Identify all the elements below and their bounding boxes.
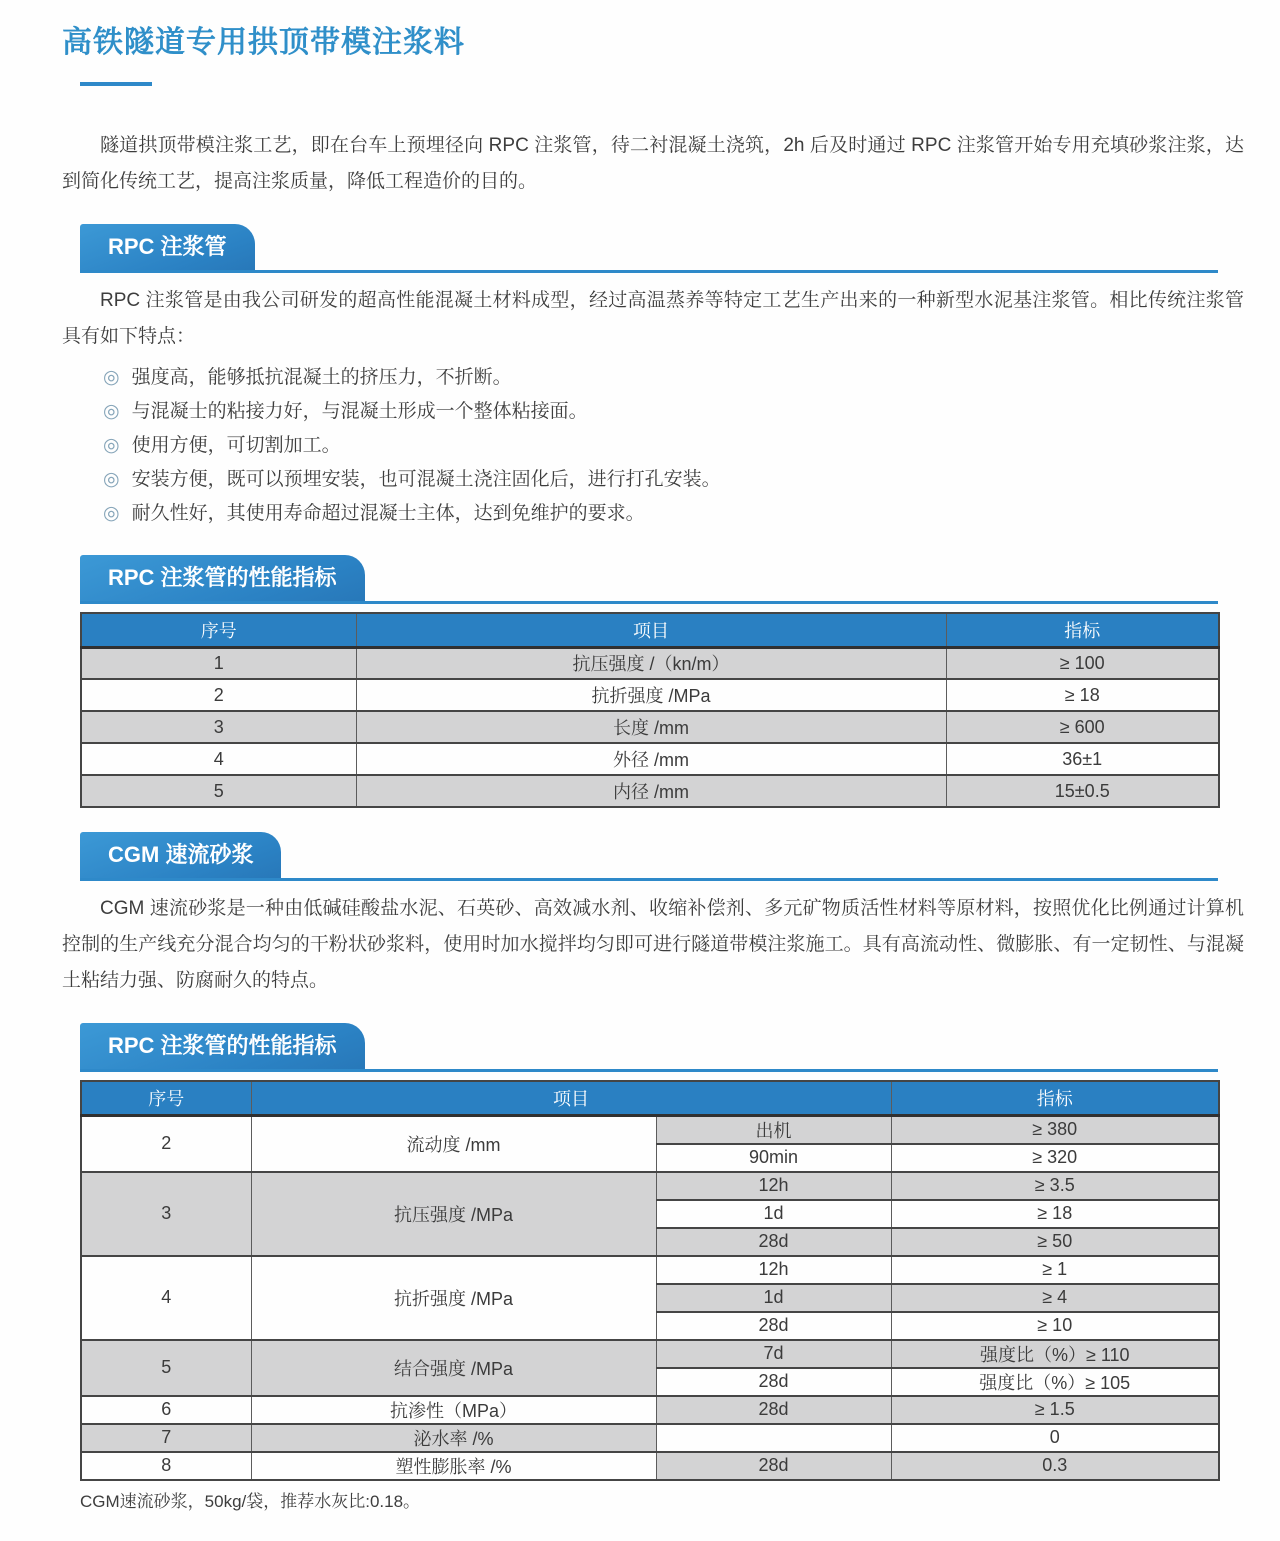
feature-text: 与混凝士的粘接力好，与混凝土形成一个整体粘接面。 xyxy=(131,401,588,422)
bullet-icon: ◎ xyxy=(103,367,120,388)
cell-item: 塑性膨胀率 /% xyxy=(251,1452,656,1480)
table-row xyxy=(81,1172,1219,1200)
table-cell: 5 xyxy=(81,775,356,807)
bullet-icon: ◎ xyxy=(103,435,120,456)
table-row xyxy=(81,1115,1219,1144)
cell-condition: 7d xyxy=(656,1340,891,1368)
column-header-no: 序号 xyxy=(81,1081,251,1115)
table-cell: 4 xyxy=(81,743,356,775)
feature-list-item xyxy=(103,463,1244,497)
cell-item: 抗压强度 /MPa xyxy=(251,1172,656,1256)
cell-item: 结合强度 /MPa xyxy=(251,1340,656,1396)
table-row xyxy=(81,743,1219,775)
cell-condition: 90min xyxy=(656,1144,891,1172)
cell-value: 0 xyxy=(891,1424,1219,1452)
table-cell: ≥ 600 xyxy=(946,711,1219,743)
section-header-cgm-performance xyxy=(80,1023,1218,1072)
cell-value: ≥ 1 xyxy=(891,1256,1219,1284)
bullet-icon: ◎ xyxy=(103,401,120,422)
cgm-description: CGM 速流砂浆是一种由低碱硅酸盐水泥、石英砂、高效减水剂、收缩补偿剂、多元矿物质活性材料等原材料，按照优化比例通过计算机控制的生产线充分混合均匀的干粉状砂浆料，使用时加水搅拌均匀即可进行隧道带模注浆施工。具有高流动性、微膨胀、有一定韧性、与混凝土粘结力强、防腐耐久的特点。 xyxy=(62,898,1245,991)
cell-value: 0.3 xyxy=(891,1452,1219,1480)
feature-text: 耐久性好，其使用寿命超过混凝士主体，达到免维护的要求。 xyxy=(131,503,645,524)
cell-no: 2 xyxy=(81,1115,251,1172)
cell-value: ≥ 18 xyxy=(891,1200,1219,1228)
cell-value: 强度比（%）≥ 105 xyxy=(891,1368,1219,1396)
table-cell: 外径 /mm xyxy=(356,743,946,775)
rpc-pipe-performance-table xyxy=(80,612,1220,808)
cell-no: 6 xyxy=(81,1396,251,1424)
table-cell: 2 xyxy=(81,679,356,711)
section-badge-rpc-performance: RPC 注浆管的性能指标 xyxy=(80,555,365,601)
cell-condition: 12h xyxy=(656,1172,891,1200)
cell-value: 强度比（%）≥ 110 xyxy=(891,1340,1219,1368)
cell-no: 5 xyxy=(81,1340,251,1396)
table-row xyxy=(81,1452,1219,1480)
table-cell: 15±0.5 xyxy=(946,775,1219,807)
cell-condition: 28d xyxy=(656,1228,891,1256)
cell-item: 抗折强度 /MPa xyxy=(251,1256,656,1340)
cell-condition: 12h xyxy=(656,1256,891,1284)
feature-list-item xyxy=(103,497,1244,531)
page-title: 高铁隧道专用拱顶带模注浆料 xyxy=(62,26,465,59)
section-header-rpc-pipe xyxy=(80,224,1218,273)
cell-value: ≥ 1.5 xyxy=(891,1396,1219,1424)
cell-no: 7 xyxy=(81,1424,251,1452)
table-cell: ≥ 18 xyxy=(946,679,1219,711)
title-underline-decoration xyxy=(80,82,152,86)
cell-condition: 28d xyxy=(656,1452,891,1480)
cell-condition: 28d xyxy=(656,1396,891,1424)
table-cell: 抗折强度 /MPa xyxy=(356,679,946,711)
table-header-row xyxy=(81,1081,1219,1115)
table-row xyxy=(81,711,1219,743)
column-header-index: 指标 xyxy=(946,613,1219,647)
cell-condition: 出机 xyxy=(656,1115,891,1144)
table-cell: ≥ 100 xyxy=(946,647,1219,679)
bullet-icon: ◎ xyxy=(103,469,120,490)
cell-no: 3 xyxy=(81,1172,251,1256)
cell-condition: 28d xyxy=(656,1312,891,1340)
cell-item: 流动度 /mm xyxy=(251,1115,656,1172)
column-header-item: 项目 xyxy=(356,613,946,647)
cell-condition: 1d xyxy=(656,1200,891,1228)
table-row xyxy=(81,1340,1219,1368)
footnote: CGM速流砂浆，50kg/袋，推荐水灰比:0.18。 xyxy=(80,1491,421,1511)
table-row xyxy=(81,1424,1219,1452)
column-header-item: 项目 xyxy=(251,1081,891,1115)
table-row xyxy=(81,1256,1219,1284)
cell-value: ≥ 10 xyxy=(891,1312,1219,1340)
section-header-rpc-performance xyxy=(80,555,1218,604)
feature-list-item xyxy=(103,395,1244,429)
rpc-feature-list xyxy=(62,361,1244,531)
table-cell: 3 xyxy=(81,711,356,743)
cell-value: ≥ 320 xyxy=(891,1144,1219,1172)
table-cell: 内径 /mm xyxy=(356,775,946,807)
cell-item: 抗渗性（MPa） xyxy=(251,1396,656,1424)
cell-item: 泌水率 /% xyxy=(251,1424,656,1452)
table-row xyxy=(81,647,1219,679)
cgm-mortar-performance-table xyxy=(80,1080,1220,1481)
table-row xyxy=(81,1396,1219,1424)
section-badge-cgm: CGM 速流砂浆 xyxy=(80,832,281,878)
intro-paragraph: 隧道拱顶带模注浆工艺，即在台车上预埋径向 RPC 注浆管，待二衬混凝土浇筑，2h 后及时通过 RPC 注浆管开始专用充填砂浆注浆，达到简化传统工艺，提高注浆质量，降低工程造价的目的。 xyxy=(62,135,1244,192)
cell-condition xyxy=(656,1424,891,1452)
rpc-pipe-description: RPC 注浆管是由我公司研发的超高性能混凝土材料成型，经过高温蒸养等特定工艺生产出来的一种新型水泥基注浆管。相比传统注浆管具有如下特点： xyxy=(62,290,1244,347)
feature-text: 使用方便，可切割加工。 xyxy=(131,435,341,456)
table-row xyxy=(81,775,1219,807)
cell-value: ≥ 4 xyxy=(891,1284,1219,1312)
table-cell: 抗压强度 /（kn/m） xyxy=(356,647,946,679)
column-header-no: 序号 xyxy=(81,613,356,647)
cell-value: ≥ 380 xyxy=(891,1115,1219,1144)
cell-condition: 28d xyxy=(656,1368,891,1396)
table-row xyxy=(81,679,1219,711)
feature-text: 强度高，能够抵抗混凝土的挤压力，不折断。 xyxy=(131,367,512,388)
table-header-row xyxy=(81,613,1219,647)
feature-text: 安装方便，既可以预埋安装，也可混凝土浇注固化后，进行打孔安装。 xyxy=(131,469,721,490)
cell-value: ≥ 3.5 xyxy=(891,1172,1219,1200)
table-cell: 长度 /mm xyxy=(356,711,946,743)
section-header-cgm xyxy=(80,832,1218,881)
cell-no: 4 xyxy=(81,1256,251,1340)
cell-value: ≥ 50 xyxy=(891,1228,1219,1256)
feature-list-item xyxy=(103,429,1244,463)
table-cell: 1 xyxy=(81,647,356,679)
column-header-index: 指标 xyxy=(891,1081,1219,1115)
table-cell: 36±1 xyxy=(946,743,1219,775)
section-badge-rpc-pipe: RPC 注浆管 xyxy=(80,224,255,270)
cell-no: 8 xyxy=(81,1452,251,1480)
feature-list-item xyxy=(103,361,1244,395)
section-badge-cgm-performance: RPC 注浆管的性能指标 xyxy=(80,1023,365,1069)
bullet-icon: ◎ xyxy=(103,503,120,524)
cell-condition: 1d xyxy=(656,1284,891,1312)
